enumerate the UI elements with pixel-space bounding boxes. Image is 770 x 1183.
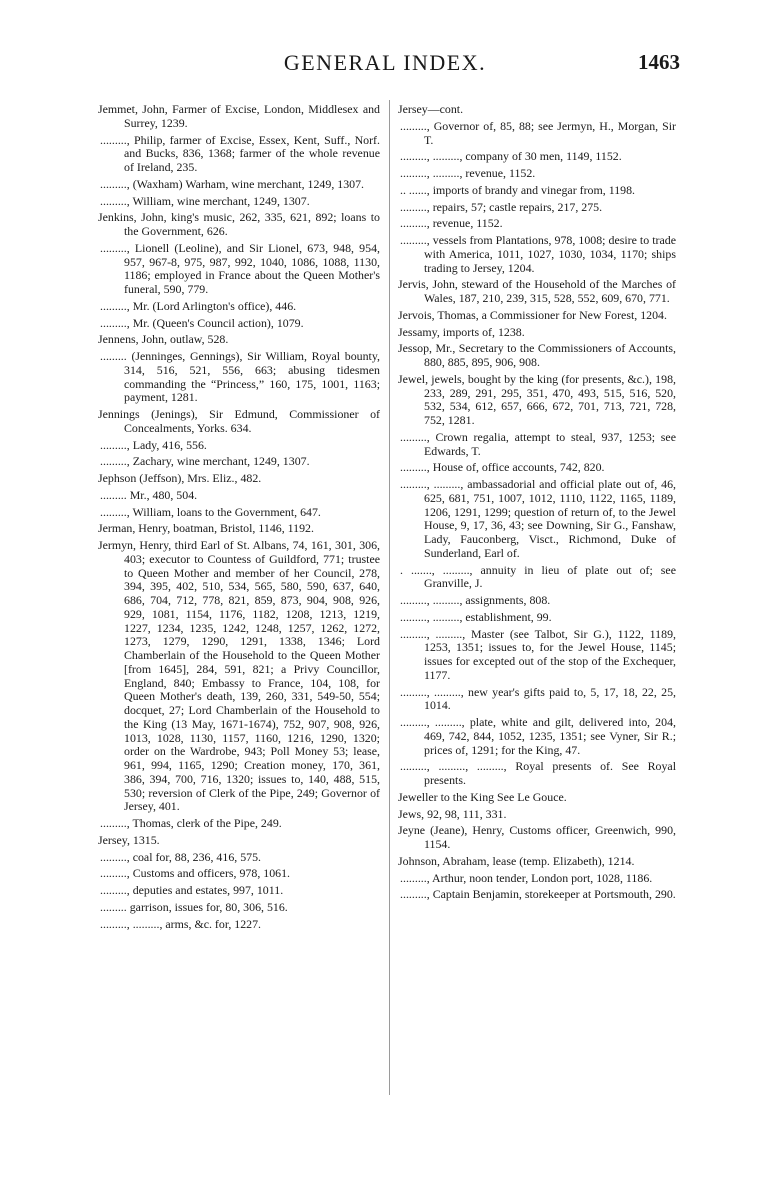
index-entry: Jenkins, John, king's music, 262, 335, 621, 892; loans to the Government, 626.	[98, 210, 380, 238]
index-entry: Jessop, Mr., Secretary to the Commissioners of Accounts, 880, 885, 895, 906, 908.	[398, 341, 676, 369]
column-divider	[389, 100, 390, 1095]
index-entry: Jeweller to the King See Le Gouce.	[398, 789, 567, 804]
index-entry: ........., Philip, farmer of Excise, Essex, Kent, Suff., Norf. and Bucks, 836, 1368; farmer of the whole revenue of Ireland, 235.	[100, 132, 380, 174]
index-entry: Jews, 92, 98, 111, 331.	[398, 806, 507, 821]
index-entry: ......... garrison, issues for, 80, 306, 516.	[100, 899, 288, 914]
index-entry: ........., House of, office accounts, 742, 820.	[400, 460, 605, 475]
index-entry: ........., Customs and officers, 978, 1061.	[100, 866, 291, 881]
index-entry: ........., Governor of, 85, 88; see Jermyn, H., Morgan, Sir T.	[400, 118, 676, 147]
index-entry: Jephson (Jeffson), Mrs. Eliz., 482.	[98, 471, 262, 485]
index-entry: ........., Crown regalia, attempt to steal, 937, 1253; see Edwards, T.	[400, 429, 676, 458]
index-entry: ........., Lady, 416, 556.	[100, 437, 207, 452]
page-title: GENERAL INDEX.	[283, 50, 487, 75]
index-entry: Jemmet, John, Farmer of Excise, London, Middlesex and Surrey, 1239.	[98, 102, 380, 130]
index-entry: Jermyn, Henry, third Earl of St. Albans, 74, 161, 301, 306, 403; executor to Countess of Guildford, 771; trustee to Queen Mother and member of her Council, 278, 394, 395, 402, 510, 534, 565, 580, 590, 637, 640, 686, 704, 712, 778, 821, 859, 873, 904, 908, 926, 929, 1081, 1154, 1176, 1182, 1208, 1213, 1219, 1227, 1234, 1235, 1242, 1248, 1257, 1262, 1272, 1273, 1279, 1290, 1291, 1338, 1346; Lord Chamberlain of the Household to the Queen Mother [from 1645], 284, 591, 821; a Privy Councillor, England, 840; Embassy to France, 104, 108, for Queen Mother's death, 139, 260, 331, 549-50, 554; docquet, 27; Lord Chamberlain of the Household to the King (13 May, 1671-1674), 752, 907, 908, 926, 1013, 1028, 1130, 1157, 1160, 1216, 1290, 1320; order on the Wardrobe, 943; Poll Money 53; lease, 961, 994, 1165, 1290; Creation money, 170, 361, 386, 394, 700, 716, 1320; issues to, 140, 488, 515, 530; reversion of Clerk of the Pipe, 249; Governor of Jersey, 401.	[98, 538, 380, 814]
index-entry: Johnson, Abraham, lease (temp. Elizabeth), 1214.	[398, 853, 635, 868]
index-entry: Jewel, jewels, bought by the king (for presents, &c.), 198, 233, 289, 291, 295, 351, 470, 493, 515, 516, 520, 532, 534, 612, 657, 666, 672, 701, 713, 721, 728, 752, 1281.	[398, 371, 676, 427]
page-number: 1463	[638, 50, 680, 74]
index-entry: Jeyne (Jeane), Henry, Customs officer, Greenwich, 990, 1154.	[398, 823, 676, 851]
index-entry: ........., Thomas, clerk of the Pipe, 249.	[100, 816, 282, 830]
index-entry: ........., William, wine merchant, 1249, 1307.	[100, 193, 310, 208]
index-entry: ........., Zachary, wine merchant, 1249, 1307.	[100, 454, 310, 469]
index-entry: ........., repairs, 57; castle repairs, 217, 275.	[400, 199, 603, 214]
index-entry: Jessamy, imports of, 1238.	[398, 324, 525, 339]
index-entry: ........., ........., new year's gifts paid to, 5, 17, 18, 22, 25, 1014.	[400, 684, 676, 713]
index-entry: ........., Mr. (Lord Arlington's office), 446.	[100, 298, 297, 313]
index-entry: ........., (Waxham) Warham, wine merchant, 1249, 1307.	[100, 176, 365, 191]
index-entry: Jersey, 1315.	[98, 832, 160, 847]
index-entry: ........., ........., ........., Royal presents of. See Royal presents.	[400, 759, 676, 787]
index-entry: Jennens, John, outlaw, 528.	[98, 332, 229, 347]
index-entry: Jersey—cont.	[398, 102, 464, 116]
index-entry: ........., ........., revenue, 1152.	[400, 166, 536, 180]
index-entry: ......... Mr., 480, 504.	[100, 487, 198, 502]
index-entry: Jerman, Henry, boatman, Bristol, 1146, 1192.	[98, 521, 314, 536]
index-entry: ........., ........., company of 30 men, 1149, 1152.	[400, 149, 622, 164]
index-entry: ........., Lionell (Leoline), and Sir Lionel, 673, 948, 954, 957, 967-8, 975, 987, 992, 1040, 1086, 1088, 1130, 1186; employed in France about the Queen Mother's funeral, 590, 779.	[100, 240, 380, 296]
index-entry: ........., deputies and estates, 997, 1011.	[100, 883, 284, 897]
index-entry: Jervois, Thomas, a Commissioner for New Forest, 1204.	[398, 307, 667, 322]
index-entry: ........., ........., ambassadorial and official plate out of, 46, 625, 681, 751, 1007, 1012, 1110, 1122, 1165, 1189, 1206, 1291, 1299; question of return of, to the Jewel House, 9, 17, 36, 43; see Downing, Sir G., Fanshaw, Lady, Fauconberg, Visct., Richmond, Duke of Sunderland, Earl of.	[400, 477, 676, 560]
index-entry: ......... (Jenninges, Gennings), Sir William, Royal bounty, 314, 516, 521, 556, 663; abusing tidesmen commanding the “Princess,” 160, 175, 1001, 1163; payment, 1281.	[100, 349, 380, 405]
index-entry: ........., vessels from Plantations, 978, 1008; desire to trade with America, 1011, 1027, 1030, 1034, 1170; ships trading to Jersey, 1204.	[400, 233, 676, 275]
index-entry: Jervis, John, steward of the Household of the Marches of Wales, 187, 210, 239, 315, 528, 552, 609, 670, 771.	[398, 277, 676, 305]
index-entry: ........., coal for, 88, 236, 416, 575.	[100, 849, 262, 864]
index-entry: Jennings (Jenings), Sir Edmund, Commissioner of Concealments, Yorks. 634.	[98, 407, 380, 435]
index-entry: ........., Mr. (Queen's Council action), 1079.	[100, 315, 304, 330]
index-entry: ........., Arthur, noon tender, London port, 1028, 1186.	[400, 870, 653, 885]
index-entry: ........., ........., assignments, 808.	[400, 593, 551, 607]
index-entry: ........., ........., Master (see Talbot, Sir G.), 1122, 1189, 1253, 1351; issues to, for the Jewel House, 1145; issues for excepted out of the stop of the Exchequer, 1177.	[400, 626, 676, 682]
index-entry: ........., ........., plate, white and gilt, delivered into, 204, 469, 742, 844, 1052, 1235, 1351; see Vyner, Sir R.; prices of, 1291; for the King, 47.	[400, 715, 676, 757]
index-entry: .. ......, imports of brandy and vinegar from, 1198.	[400, 182, 636, 197]
right-column	[398, 103, 676, 905]
index-entry: ........., William, loans to the Government, 647.	[100, 504, 321, 519]
page-header	[0, 50, 770, 86]
index-entry: ........., ........., establishment, 99.	[400, 609, 552, 624]
index-entry: ........., ........., arms, &c. for, 1227.	[100, 916, 262, 931]
index-entry: . ......., ........., annuity in lieu of plate out of; see Granville, J.	[400, 562, 676, 591]
index-entry: ........., Captain Benjamin, storekeeper at Portsmouth, 290.	[400, 887, 676, 902]
left-column	[98, 103, 380, 934]
index-entry: ........., revenue, 1152.	[400, 216, 503, 231]
